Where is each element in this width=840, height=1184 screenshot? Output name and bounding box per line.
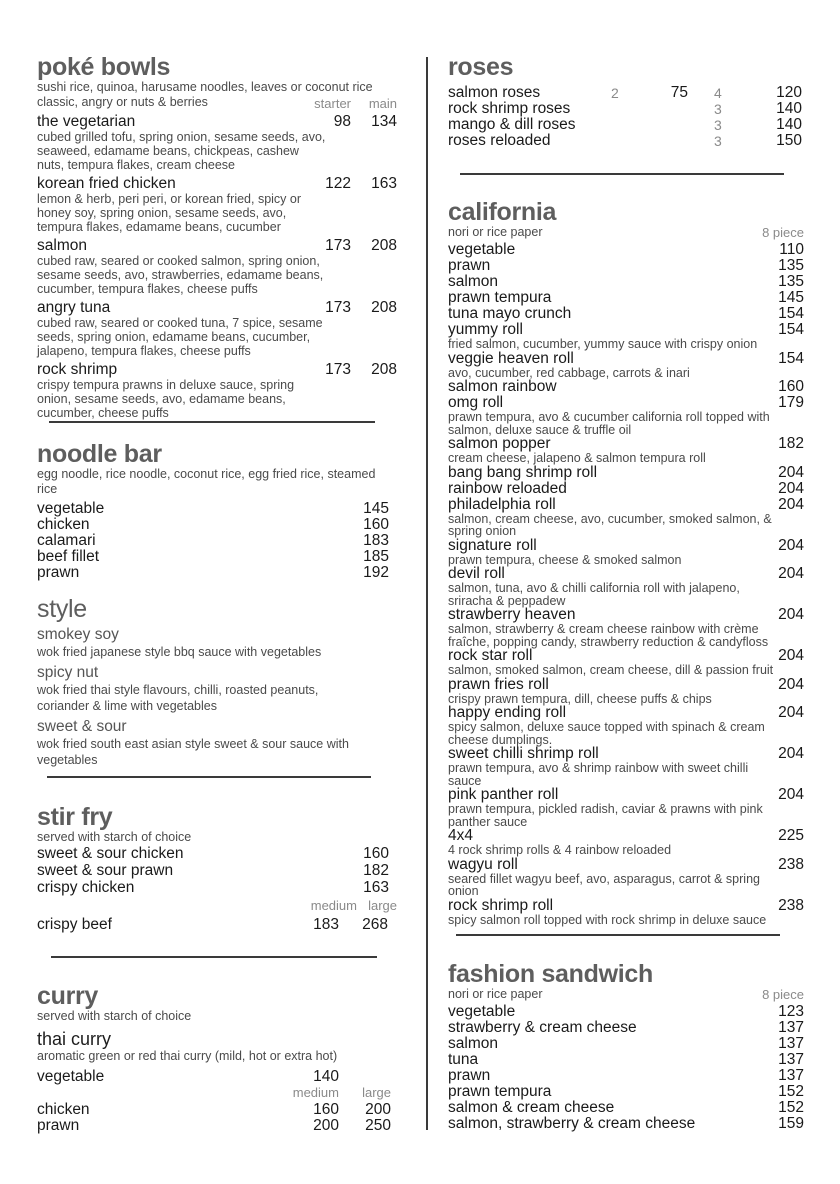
menu-item — [37, 1118, 397, 1134]
section-divider — [47, 776, 371, 778]
menu-item — [448, 1084, 804, 1100]
poke-bowls-section — [37, 54, 397, 420]
item-price: 137 — [778, 1035, 804, 1052]
item-price-main: 208 — [371, 299, 397, 316]
menu-item — [448, 1100, 804, 1116]
item-description: fried salmon, cucumber, yummy sauce with crispy onion — [448, 337, 758, 351]
section-title: style — [37, 595, 87, 623]
item-name: sweet chilli shrimp roll — [448, 745, 599, 762]
item-name: prawn — [37, 564, 80, 581]
item-price-large: 140 — [776, 100, 802, 117]
menu-item — [448, 1004, 804, 1020]
menu-item — [37, 879, 397, 896]
column-header-large: large — [368, 898, 397, 913]
item-name: prawn tempura — [448, 289, 552, 306]
section-title: curry — [37, 982, 99, 1010]
item-name: vegetable — [448, 1003, 516, 1020]
item-price-main: 208 — [371, 361, 397, 378]
section-title: roses — [448, 53, 514, 81]
menu-item — [448, 290, 804, 306]
menu-item — [37, 1069, 397, 1085]
menu-item — [448, 351, 804, 380]
menu-item — [448, 395, 804, 436]
item-name: prawn tempura — [448, 1083, 552, 1100]
curry-name: thai curry — [37, 1029, 112, 1049]
menu-item — [37, 238, 397, 296]
section-divider — [456, 934, 780, 936]
style-description: wok fried japanese style bbq sauce with vegetables — [37, 645, 322, 659]
item-price-large: 150 — [776, 132, 802, 149]
column-header-medium: medium — [310, 898, 357, 913]
menu-item — [448, 379, 804, 395]
curry-section — [37, 983, 397, 1134]
item-description: prawn tempura, pickled radish, caviar & prawns with pink panther sauce — [448, 802, 763, 829]
noodle-bar-section — [37, 441, 397, 581]
menu-item — [448, 133, 804, 149]
item-price: 154 — [778, 321, 804, 338]
section-title: noodle bar — [37, 440, 162, 468]
menu-item — [448, 1068, 804, 1084]
item-price: 163 — [363, 879, 389, 896]
menu-item — [448, 787, 804, 828]
item-price: 135 — [778, 257, 804, 274]
item-name: philadelphia roll — [448, 495, 556, 513]
menu-item — [448, 497, 804, 538]
item-price: 137 — [778, 1067, 804, 1084]
item-description: cubed raw, seared or cooked tuna, 7 spice, sesame seeds, spring onion, edamame beans, cucumber, jalapeno, tempura flakes, cheese puffs — [37, 316, 323, 358]
menu-item — [37, 533, 397, 549]
stir-fry-section — [37, 804, 397, 933]
item-price: 204 — [778, 479, 804, 497]
fashion-sandwich-section — [448, 961, 804, 1132]
style-description: wok fried south east asian style sweet & sour sauce with vegetables — [37, 737, 349, 767]
item-name: salmon & cream cheese — [448, 1099, 615, 1116]
item-description: salmon, smoked salmon, cream cheese, dill & passion fruit — [448, 663, 774, 677]
item-description: crispy prawn tempura, dill, cheese puffs & chips — [448, 691, 712, 706]
item-name: sweet & sour chicken — [37, 845, 184, 862]
item-price: 140 — [313, 1068, 339, 1085]
item-price: 159 — [778, 1115, 804, 1132]
item-name: salmon, strawberry & cream cheese — [448, 1115, 696, 1132]
section-title: fashion sandwich — [448, 960, 653, 988]
menu-item — [37, 300, 397, 358]
style-option — [37, 664, 397, 714]
menu-item — [448, 746, 804, 787]
item-price: 204 — [778, 536, 804, 554]
item-name: yummy roll — [448, 321, 523, 338]
item-name: beef fillet — [37, 548, 100, 565]
style-option — [37, 718, 397, 768]
item-price: 182 — [778, 435, 804, 452]
item-price: 204 — [778, 606, 804, 623]
menu-item — [37, 565, 397, 581]
item-price-main: 134 — [371, 113, 397, 130]
item-name: pink panther roll — [448, 786, 559, 803]
item-price-large: 120 — [776, 84, 802, 101]
item-price: 204 — [778, 647, 804, 664]
item-name: happy ending roll — [448, 704, 567, 721]
item-price: 145 — [778, 289, 804, 306]
item-description: spicy salmon, deluxe sauce topped with spinach & cream cheese dumplings. — [448, 720, 765, 747]
menu-item — [448, 677, 804, 706]
menu-item — [448, 1020, 804, 1036]
item-name: rainbow reloaded — [448, 479, 567, 497]
item-quantity-small: 2 — [611, 85, 619, 101]
item-price-starter: 122 — [325, 175, 351, 192]
column-header-piece: 8 piece — [762, 987, 804, 1002]
item-price: 204 — [778, 786, 804, 803]
menu-item — [37, 845, 397, 862]
item-price: 238 — [778, 896, 804, 914]
item-name: angry tuna — [37, 299, 111, 316]
menu-item — [448, 607, 804, 648]
column-headers — [37, 1085, 397, 1100]
roses-section — [448, 54, 804, 149]
item-name: tuna mayo crunch — [448, 305, 572, 322]
item-price: 204 — [778, 745, 804, 762]
item-quantity-large: 3 — [714, 101, 722, 117]
item-description: cubed raw, seared or cooked salmon, spring onion, sesame seeds, avo, strawberries, edamame beans, cucumber, tempura flakes, cheese puffs — [37, 254, 324, 296]
menu-item — [37, 501, 397, 517]
column-header-main: main — [368, 96, 397, 111]
section-subtitle: nori or rice paper — [448, 987, 543, 1001]
item-quantity-large: 3 — [714, 117, 722, 133]
menu-item — [448, 648, 804, 677]
item-price: 192 — [363, 564, 389, 581]
section-subtitle: served with starch of choice — [37, 1009, 192, 1023]
item-quantity-large: 3 — [714, 133, 722, 149]
item-description: salmon, strawberry & cream cheese rainbow with crème fraîche, popping candy, strawberry reduction & candyfloss — [448, 622, 769, 649]
menu-item — [448, 538, 804, 567]
style-description: wok fried thai style flavours, chilli, roasted peanuts, coriander & lime with vegetables — [37, 683, 319, 713]
style-section — [37, 596, 397, 768]
item-price: 135 — [778, 273, 804, 290]
item-price: 204 — [778, 463, 804, 481]
item-description: avo, cucumber, red cabbage, carrots & inari — [448, 365, 690, 380]
item-price: 152 — [778, 1099, 804, 1116]
item-name: crispy chicken — [37, 879, 135, 896]
item-name: salmon — [448, 273, 498, 290]
menu-item — [448, 828, 804, 857]
menu-item — [448, 117, 804, 133]
menu-item — [448, 322, 804, 351]
item-price: 182 — [363, 862, 389, 879]
item-price: 204 — [778, 565, 804, 582]
style-name: smokey soy — [37, 626, 119, 643]
item-name: veggie heaven roll — [448, 349, 574, 367]
menu-item — [448, 705, 804, 746]
item-price-large: 140 — [776, 116, 802, 133]
item-name: vegetable — [448, 241, 516, 258]
section-subtitle-2: classic, angry or nuts & berries — [37, 95, 208, 109]
item-name: rock shrimp roses — [448, 100, 571, 117]
menu-item — [448, 465, 804, 481]
item-price: 110 — [779, 241, 804, 258]
item-name: prawn — [37, 1117, 80, 1134]
item-price: 179 — [778, 394, 804, 411]
item-description: prawn tempura, avo & shrimp rainbow with sweet chilli sauce — [448, 761, 749, 788]
item-price: 160 — [778, 378, 804, 395]
item-description: cubed grilled tofu, spring onion, sesame seeds, avo, seaweed, edamame beans, chickpeas, cashew nuts, tempura flakes, cream cheese — [37, 130, 326, 172]
menu-item — [448, 242, 804, 258]
item-price-medium: 183 — [313, 916, 339, 933]
menu-item — [37, 1102, 397, 1118]
menu-item — [448, 1036, 804, 1052]
item-name: signature roll — [448, 536, 537, 554]
menu-item — [448, 258, 804, 274]
item-name: chicken — [37, 1101, 90, 1118]
style-name: sweet & sour — [37, 718, 127, 735]
item-name: the vegetarian — [37, 113, 136, 130]
column-header-large: large — [362, 1085, 391, 1100]
item-name: prawn — [448, 257, 491, 274]
menu-item — [37, 517, 397, 533]
california-section — [448, 199, 804, 926]
item-price: 137 — [778, 1019, 804, 1036]
item-name: strawberry heaven — [448, 606, 576, 623]
column-header-medium: medium — [292, 1085, 339, 1100]
item-price-starter: 173 — [325, 237, 351, 254]
menu-item — [448, 436, 804, 465]
item-price: 137 — [778, 1051, 804, 1068]
item-price: 183 — [363, 532, 389, 549]
item-price: 145 — [363, 500, 389, 517]
item-price: 204 — [778, 675, 804, 693]
item-description: crispy tempura prawns in deluxe sauce, spring onion, sesame seeds, avo, edamame beans, cucumber, cheese puffs — [37, 378, 295, 420]
menu-item — [448, 1052, 804, 1068]
item-name: roses reloaded — [448, 132, 551, 149]
item-description: prawn tempura, cheese & smoked salmon — [448, 552, 682, 567]
item-name: bang bang shrimp roll — [448, 463, 598, 481]
section-subtitle: egg noodle, rice noodle, coconut rice, egg fried rice, steamed rice — [37, 467, 376, 496]
item-price-medium: 200 — [313, 1117, 339, 1134]
section-title: poké bowls — [37, 53, 171, 81]
section-divider — [51, 956, 377, 958]
item-price: 185 — [363, 548, 389, 565]
item-price: 160 — [363, 516, 389, 533]
menu-item — [37, 917, 397, 933]
item-price: 204 — [778, 495, 804, 513]
section-title: stir fry — [37, 803, 113, 831]
menu-item — [448, 566, 804, 607]
item-name: vegetable — [37, 1068, 105, 1085]
menu-item — [37, 114, 397, 172]
item-price-large: 250 — [365, 1117, 391, 1134]
column-headers — [37, 898, 397, 913]
item-quantity-large: 4 — [714, 85, 722, 101]
item-name: omg roll — [448, 394, 504, 411]
menu-item — [448, 481, 804, 497]
item-description: lemon & herb, peri peri, or korean fried, spicy or honey soy, spring onion, sesame seeds, avo, tempura flakes, edamame beans, cucumber — [37, 192, 302, 234]
item-description: salmon, tuna, avo & chilli california roll with jalapeno, sriracha & peppadew — [448, 581, 740, 608]
item-price-starter: 98 — [333, 113, 351, 130]
item-name: prawn fries roll — [448, 675, 549, 693]
menu-item — [448, 898, 804, 927]
section-divider — [460, 173, 784, 175]
item-name: 4x4 — [448, 827, 473, 844]
item-name: mango & dill roses — [448, 116, 576, 133]
menu-item — [37, 549, 397, 565]
item-name: salmon roses — [448, 84, 541, 101]
item-name: rock shrimp — [37, 361, 118, 378]
item-price-main: 163 — [371, 175, 397, 192]
item-price: 225 — [778, 827, 804, 844]
item-description: spicy salmon roll topped with rock shrimp in deluxe sauce — [448, 912, 767, 927]
item-description: prawn tempura, avo & cucumber california roll topped with salmon, deluxe sauce & truffle oil — [448, 410, 770, 437]
item-price-large: 200 — [365, 1101, 391, 1118]
item-name: salmon popper — [448, 435, 551, 452]
item-name: salmon — [448, 1035, 498, 1052]
column-divider — [426, 57, 428, 1130]
item-price-starter: 173 — [325, 361, 351, 378]
item-description: salmon, cream cheese, avo, cucumber, smoked salmon, & spring onion — [448, 511, 772, 538]
menu-item — [448, 101, 804, 117]
item-price: 204 — [778, 704, 804, 721]
section-subtitle: nori or rice paper — [448, 225, 543, 239]
curry-description: aromatic green or red thai curry (mild, hot or extra hot) — [37, 1049, 338, 1063]
item-price-medium: 160 — [313, 1101, 339, 1118]
item-description: 4 rock shrimp rolls & 4 rainbow reloaded — [448, 843, 672, 857]
item-name: rock star roll — [448, 647, 533, 664]
item-name: salmon — [37, 237, 87, 254]
menu-item — [448, 85, 804, 101]
item-name: devil roll — [448, 565, 505, 582]
item-name: korean fried chicken — [37, 175, 176, 192]
item-description: seared fillet wagyu beef, avo, asparagus, carrot & spring onion — [448, 871, 760, 898]
menu-item — [448, 306, 804, 322]
item-name: strawberry & cream cheese — [448, 1019, 637, 1036]
item-name: prawn — [448, 1067, 491, 1084]
item-price-small: 75 — [670, 84, 688, 101]
style-option — [37, 626, 397, 660]
item-price: 238 — [778, 855, 804, 873]
section-subtitle: served with starch of choice — [37, 830, 192, 844]
menu-item — [448, 1116, 804, 1132]
item-name: vegetable — [37, 500, 105, 517]
item-price: 160 — [363, 845, 389, 862]
menu-item — [448, 857, 804, 898]
item-description: cream cheese, jalapeno & salmon tempura roll — [448, 451, 706, 465]
menu-item — [448, 274, 804, 290]
item-price-large: 268 — [362, 916, 388, 933]
column-header-piece: 8 piece — [762, 225, 804, 240]
item-name: salmon rainbow — [448, 378, 557, 395]
section-subtitle: sushi rice, quinoa, harusame noodles, leaves or coconut rice — [37, 80, 373, 94]
menu-item — [37, 862, 397, 879]
section-title: california — [448, 198, 557, 226]
item-price: 152 — [778, 1083, 804, 1100]
item-name: calamari — [37, 532, 96, 549]
item-price-starter: 173 — [325, 299, 351, 316]
item-price-main: 208 — [371, 237, 397, 254]
menu-item — [37, 362, 397, 420]
style-name: spicy nut — [37, 664, 99, 681]
column-header-starter: starter — [314, 96, 351, 111]
item-name: tuna — [448, 1051, 479, 1068]
item-name: sweet & sour prawn — [37, 862, 174, 879]
menu-item — [37, 176, 397, 234]
item-name: wagyu roll — [448, 855, 518, 873]
item-name: rock shrimp roll — [448, 896, 554, 914]
item-price: 154 — [778, 305, 804, 322]
item-price: 123 — [778, 1003, 804, 1020]
item-name: crispy beef — [37, 916, 112, 933]
item-price: 154 — [778, 349, 804, 367]
item-name: chicken — [37, 516, 90, 533]
section-divider — [49, 421, 375, 423]
